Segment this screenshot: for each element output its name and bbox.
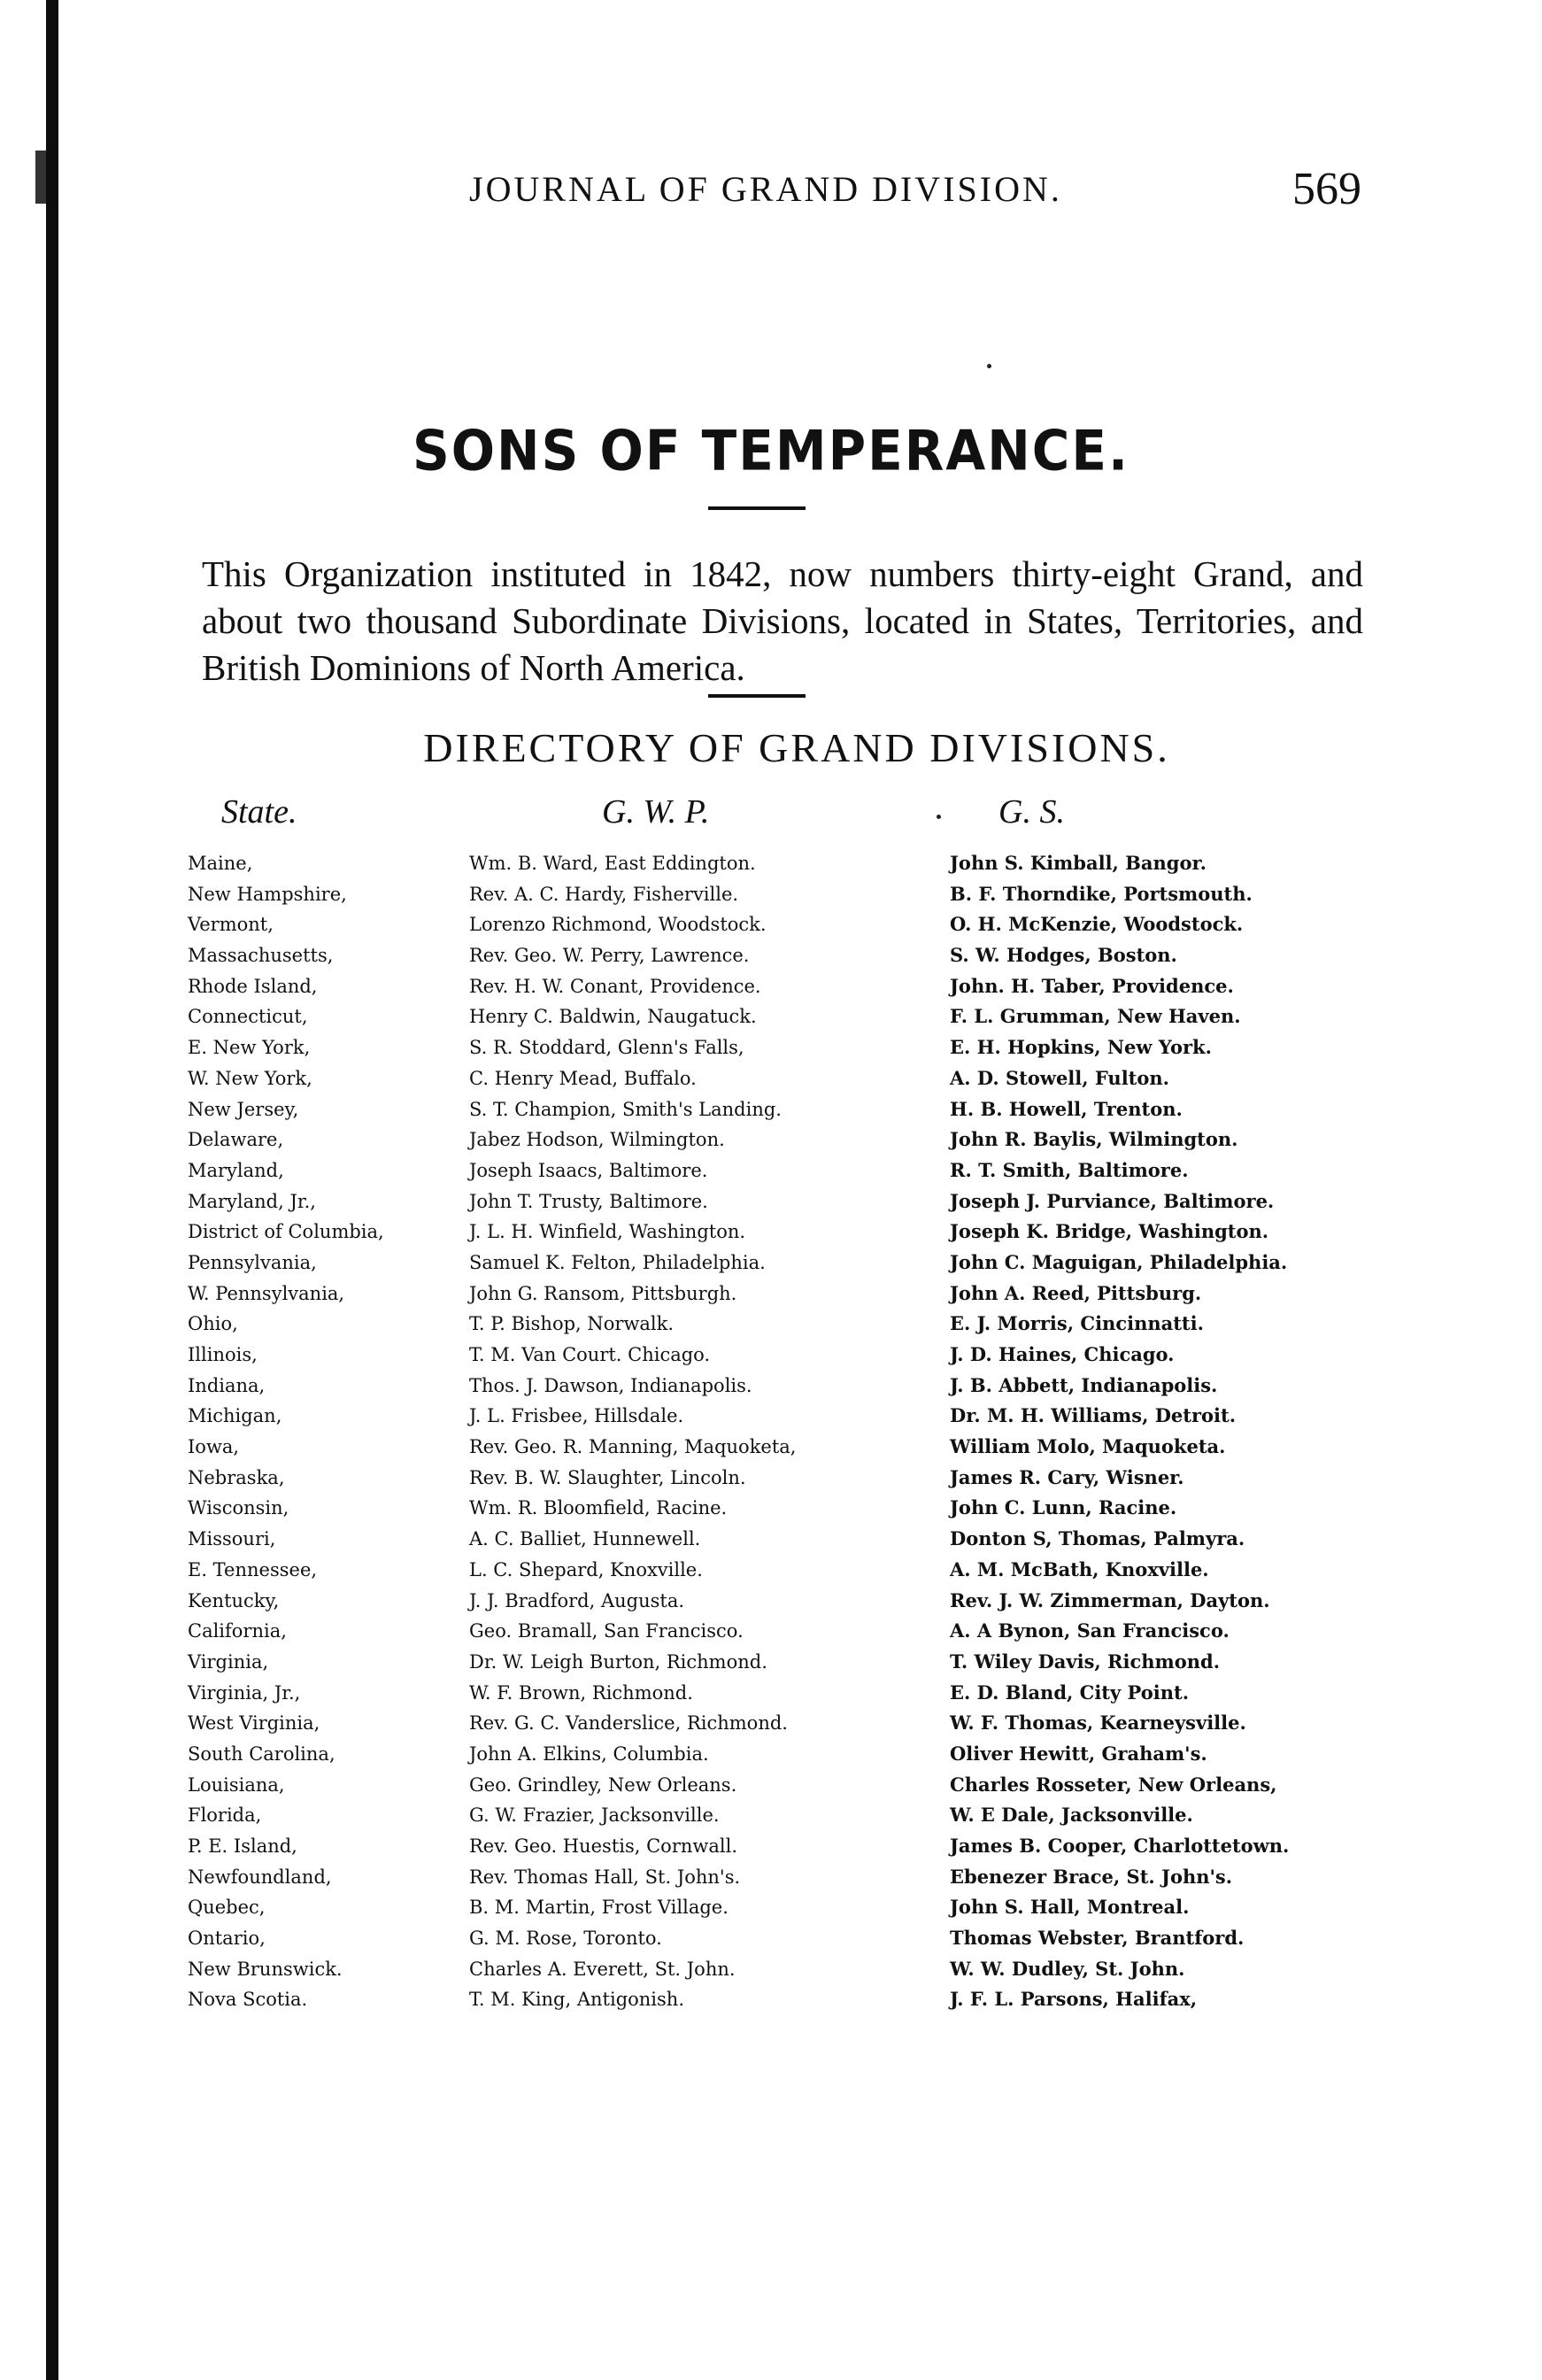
gs-cell: James B. Cooper, Charlottetown. <box>950 1835 1290 1857</box>
state-cell: Pennsylvania, <box>188 1251 317 1273</box>
directory-row <box>0 1493 1542 1524</box>
section-rule <box>708 694 806 698</box>
directory-row <box>0 1032 1542 1063</box>
gwp-cell: J. L. Frisbee, Hillsdale. <box>469 1405 684 1427</box>
state-cell: New Brunswick. <box>188 1958 343 1980</box>
state-cell: New Hampshire, <box>188 883 347 905</box>
gwp-cell: B. M. Martin, Frost Village. <box>469 1897 729 1919</box>
directory-row <box>0 1678 1542 1709</box>
running-head <box>0 164 1542 221</box>
gwp-cell: Wm. B. Ward, East Eddington. <box>469 853 756 874</box>
gs-cell: Rev. J. W. Zimmerman, Dayton. <box>950 1588 1270 1611</box>
state-cell: Ontario, <box>188 1928 266 1950</box>
state-cell: Vermont, <box>188 914 274 936</box>
directory-row <box>0 1831 1542 1862</box>
intro-paragraph: This Organization instituted in 1842, now numbers thirty-eight Grand, and about two thousand Subordinate Divisions, located in States, Territories, and British Dominions of North America. <box>202 553 1363 688</box>
directory-row <box>0 1340 1542 1371</box>
state-cell: Michigan, <box>188 1405 282 1427</box>
state-cell: Virginia, <box>188 1650 269 1673</box>
gwp-cell: Rev. Thomas Hall, St. John's. <box>469 1866 741 1888</box>
directory-row <box>0 1984 1542 2015</box>
gwp-cell: Geo. Grindley, New Orleans. <box>469 1773 737 1796</box>
directory-row <box>0 1862 1542 1893</box>
gs-cell: John S. Hall, Montreal. <box>950 1896 1190 1919</box>
state-cell: Nova Scotia. <box>188 1989 308 2011</box>
state-cell: West Virginia, <box>188 1712 320 1735</box>
state-cell: Nebraska, <box>188 1466 285 1488</box>
gwp-cell: Jabez Hodson, Wilmington. <box>469 1129 725 1151</box>
state-cell: Indiana, <box>188 1374 266 1396</box>
state-cell: Virginia, Jr., <box>188 1681 301 1704</box>
state-cell: W. New York, <box>188 1067 312 1089</box>
directory-row <box>0 1954 1542 1985</box>
ink-speck <box>937 815 941 819</box>
directory-row <box>0 971 1542 1002</box>
ink-speck <box>987 364 991 368</box>
directory-row <box>0 1401 1542 1432</box>
directory-row <box>0 1647 1542 1678</box>
directory-row <box>0 1124 1542 1155</box>
directory-row <box>0 1186 1542 1217</box>
gs-cell: B. F. Thorndike, Portsmouth. <box>950 882 1253 905</box>
directory-row <box>0 1555 1542 1586</box>
gs-cell: E. H. Hopkins, New York. <box>950 1036 1212 1059</box>
state-cell: E. New York, <box>188 1037 311 1059</box>
directory-row <box>0 940 1542 971</box>
state-cell: Florida, <box>188 1804 262 1827</box>
directory-row <box>0 1248 1542 1279</box>
gwp-cell: John G. Ransom, Pittsburgh. <box>469 1282 737 1304</box>
directory-title: DIRECTORY OF GRAND DIVISIONS. <box>423 725 1170 770</box>
gs-cell: J. D. Haines, Chicago. <box>950 1343 1175 1365</box>
gs-cell: James R. Cary, Wisner. <box>950 1465 1184 1488</box>
gwp-cell: Lorenzo Richmond, Woodstock. <box>469 914 767 936</box>
gs-cell: E. J. Morris, Cincinnatti. <box>950 1312 1204 1335</box>
gwp-cell: Thos. J. Dawson, Indianapolis. <box>469 1374 752 1396</box>
gs-cell: John S. Kimball, Bangor. <box>950 852 1207 874</box>
gs-cell: T. Wiley Davis, Richmond. <box>950 1650 1221 1673</box>
gs-cell: John R. Baylis, Wilmington. <box>950 1128 1238 1151</box>
gwp-cell: G. W. Frazier, Jacksonville. <box>469 1804 720 1827</box>
directory-row <box>0 1279 1542 1310</box>
state-cell: Kentucky, <box>188 1589 280 1611</box>
directory-row <box>0 1094 1542 1125</box>
state-cell: Rhode Island, <box>188 975 318 997</box>
gs-cell: A. A Bynon, San Francisco. <box>950 1619 1230 1642</box>
gs-cell: John A. Reed, Pittsburg. <box>950 1281 1202 1304</box>
gs-cell: J. F. L. Parsons, Halifax, <box>950 1988 1198 2011</box>
gs-cell: Dr. M. H. Williams, Detroit. <box>950 1404 1237 1427</box>
gs-cell: F. L. Grumman, New Haven. <box>950 1005 1241 1028</box>
running-title: JOURNAL OF GRAND DIVISION. <box>469 169 1062 209</box>
directory-row <box>0 1616 1542 1647</box>
gs-cell: W. W. Dudley, St. John. <box>950 1957 1185 1980</box>
state-cell: Connecticut, <box>188 1006 308 1028</box>
gwp-cell: J. J. Bradford, Augusta. <box>469 1589 685 1611</box>
state-cell: E. Tennessee, <box>188 1558 318 1580</box>
directory-row <box>0 1770 1542 1801</box>
state-cell: Wisconsin, <box>188 1497 289 1519</box>
gwp-cell: Rev. G. C. Vanderslice, Richmond. <box>469 1712 788 1735</box>
state-cell: District of Columbia, <box>188 1221 384 1243</box>
gs-cell: W. F. Thomas, Kearneysville. <box>950 1712 1246 1735</box>
gwp-cell: G. M. Rose, Toronto. <box>469 1928 662 1950</box>
gs-cell: A. D. Stowell, Fulton. <box>950 1066 1169 1089</box>
gwp-cell: John T. Trusty, Baltimore. <box>469 1190 708 1212</box>
state-cell: P. E. Island, <box>188 1835 297 1857</box>
gs-cell: R. T. Smith, Baltimore. <box>950 1158 1189 1181</box>
state-cell: Illinois, <box>188 1344 258 1365</box>
directory-row <box>0 1217 1542 1248</box>
gwp-cell: John A. Elkins, Columbia. <box>469 1742 709 1765</box>
gs-cell: John. H. Taber, Providence. <box>950 974 1234 997</box>
directory-row <box>0 1892 1542 1923</box>
state-cell: Maryland, Jr., <box>188 1190 316 1212</box>
directory-row <box>0 1586 1542 1617</box>
state-cell: Massachusetts, <box>188 945 334 967</box>
state-cell: Louisiana, <box>188 1773 285 1796</box>
gwp-cell: T. M. King, Antigonish. <box>469 1989 684 2011</box>
gs-cell: Ebenezer Brace, St. John's. <box>950 1865 1233 1888</box>
gwp-cell: Samuel K. Felton, Philadelphia. <box>469 1251 766 1273</box>
state-cell: New Jersey, <box>188 1098 299 1120</box>
directory-row <box>0 1923 1542 1954</box>
gwp-cell: Charles A. Everett, St. John. <box>469 1958 736 1980</box>
state-cell: Newfoundland, <box>188 1866 332 1888</box>
gwp-cell: T. M. Van Court. Chicago. <box>469 1344 711 1365</box>
gs-cell: Donton S, Thomas, Palmyra. <box>950 1527 1245 1550</box>
page-title: SONS OF TEMPERANCE. <box>412 418 1130 483</box>
directory-row <box>0 848 1542 879</box>
gwp-cell: Joseph Isaacs, Baltimore. <box>469 1159 708 1181</box>
gwp-cell: S. T. Champion, Smith's Landing. <box>469 1098 782 1120</box>
gwp-cell: Rev. Geo. Huestis, Cornwall. <box>469 1835 737 1857</box>
gs-cell: Thomas Webster, Brantford. <box>950 1927 1245 1950</box>
column-header-gwp: G. W. P. <box>602 793 710 831</box>
state-cell: Delaware, <box>188 1129 284 1151</box>
gwp-cell: Rev. B. W. Slaughter, Lincoln. <box>469 1466 746 1488</box>
directory-row <box>0 1001 1542 1032</box>
gwp-cell: Dr. W. Leigh Burton, Richmond. <box>469 1650 767 1673</box>
directory-row <box>0 909 1542 940</box>
gs-cell: Joseph K. Bridge, Washington. <box>950 1220 1269 1243</box>
title-rule <box>708 506 806 510</box>
state-cell: Maryland, <box>188 1159 284 1181</box>
directory-row <box>0 1155 1542 1186</box>
gs-cell: E. D. Bland, City Point. <box>950 1681 1190 1704</box>
state-cell: Iowa, <box>188 1436 240 1458</box>
directory-row <box>0 879 1542 910</box>
page-number: 569 <box>1292 164 1361 214</box>
gwp-cell: Geo. Bramall, San Francisco. <box>469 1620 744 1642</box>
state-cell: Ohio, <box>188 1313 238 1335</box>
gs-cell: Joseph J. Purviance, Baltimore. <box>950 1189 1275 1212</box>
gs-cell: John C. Maguigan, Philadelphia. <box>950 1250 1288 1273</box>
gwp-cell: T. P. Bishop, Norwalk. <box>469 1313 675 1335</box>
column-header-state: State. <box>221 793 297 831</box>
directory-row <box>0 1708 1542 1739</box>
directory-row <box>0 1371 1542 1402</box>
gwp-cell: S. R. Stoddard, Glenn's Falls, <box>469 1037 744 1059</box>
gwp-cell: Rev. H. W. Conant, Providence. <box>469 975 761 997</box>
gs-cell: H. B. Howell, Trenton. <box>950 1097 1183 1120</box>
gs-cell: O. H. McKenzie, Woodstock. <box>950 913 1244 936</box>
gwp-cell: Rev. Geo. W. Perry, Lawrence. <box>469 945 750 967</box>
state-cell: W. Pennsylvania, <box>188 1282 345 1304</box>
gs-cell: Charles Rosseter, New Orleans, <box>950 1773 1277 1796</box>
state-cell: South Carolina, <box>188 1742 335 1765</box>
gs-cell: A. M. McBath, Knoxville. <box>950 1557 1209 1580</box>
gwp-cell: C. Henry Mead, Buffalo. <box>469 1067 697 1089</box>
state-cell: California, <box>188 1620 287 1642</box>
gs-cell: J. B. Abbett, Indianapolis. <box>950 1373 1218 1396</box>
state-cell: Missouri, <box>188 1528 276 1550</box>
gs-cell: W. E Dale, Jacksonville. <box>950 1804 1193 1827</box>
state-cell: Quebec, <box>188 1897 266 1919</box>
directory-row <box>0 1309 1542 1340</box>
gs-cell: S. W. Hodges, Boston. <box>950 944 1177 967</box>
gwp-cell: A. C. Balliet, Hunnewell. <box>469 1528 701 1550</box>
gwp-cell: Rev. Geo. R. Manning, Maquoketa, <box>469 1436 797 1458</box>
gwp-cell: Henry C. Baldwin, Naugatuck. <box>469 1006 757 1028</box>
gwp-cell: J. L. H. Winfield, Washington. <box>469 1221 746 1243</box>
directory-row <box>0 1063 1542 1094</box>
gwp-cell: L. C. Shepard, Knoxville. <box>469 1558 703 1580</box>
column-header-gs: G. S. <box>998 793 1065 831</box>
gwp-cell: Wm. R. Bloomfield, Racine. <box>469 1497 728 1519</box>
gwp-cell: Rev. A. C. Hardy, Fisherville. <box>469 883 739 905</box>
gs-cell: Oliver Hewitt, Graham's. <box>950 1742 1207 1765</box>
directory-row <box>0 1739 1542 1770</box>
directory-row <box>0 1463 1542 1494</box>
gwp-cell: W. F. Brown, Richmond. <box>469 1681 693 1704</box>
gs-cell: William Molo, Maquoketa. <box>950 1435 1226 1458</box>
directory-row <box>0 1432 1542 1463</box>
directory-row <box>0 1800 1542 1831</box>
directory-table <box>0 848 1542 2015</box>
directory-row <box>0 1524 1542 1555</box>
state-cell: Maine, <box>188 853 253 874</box>
gs-cell: John C. Lunn, Racine. <box>950 1496 1177 1519</box>
